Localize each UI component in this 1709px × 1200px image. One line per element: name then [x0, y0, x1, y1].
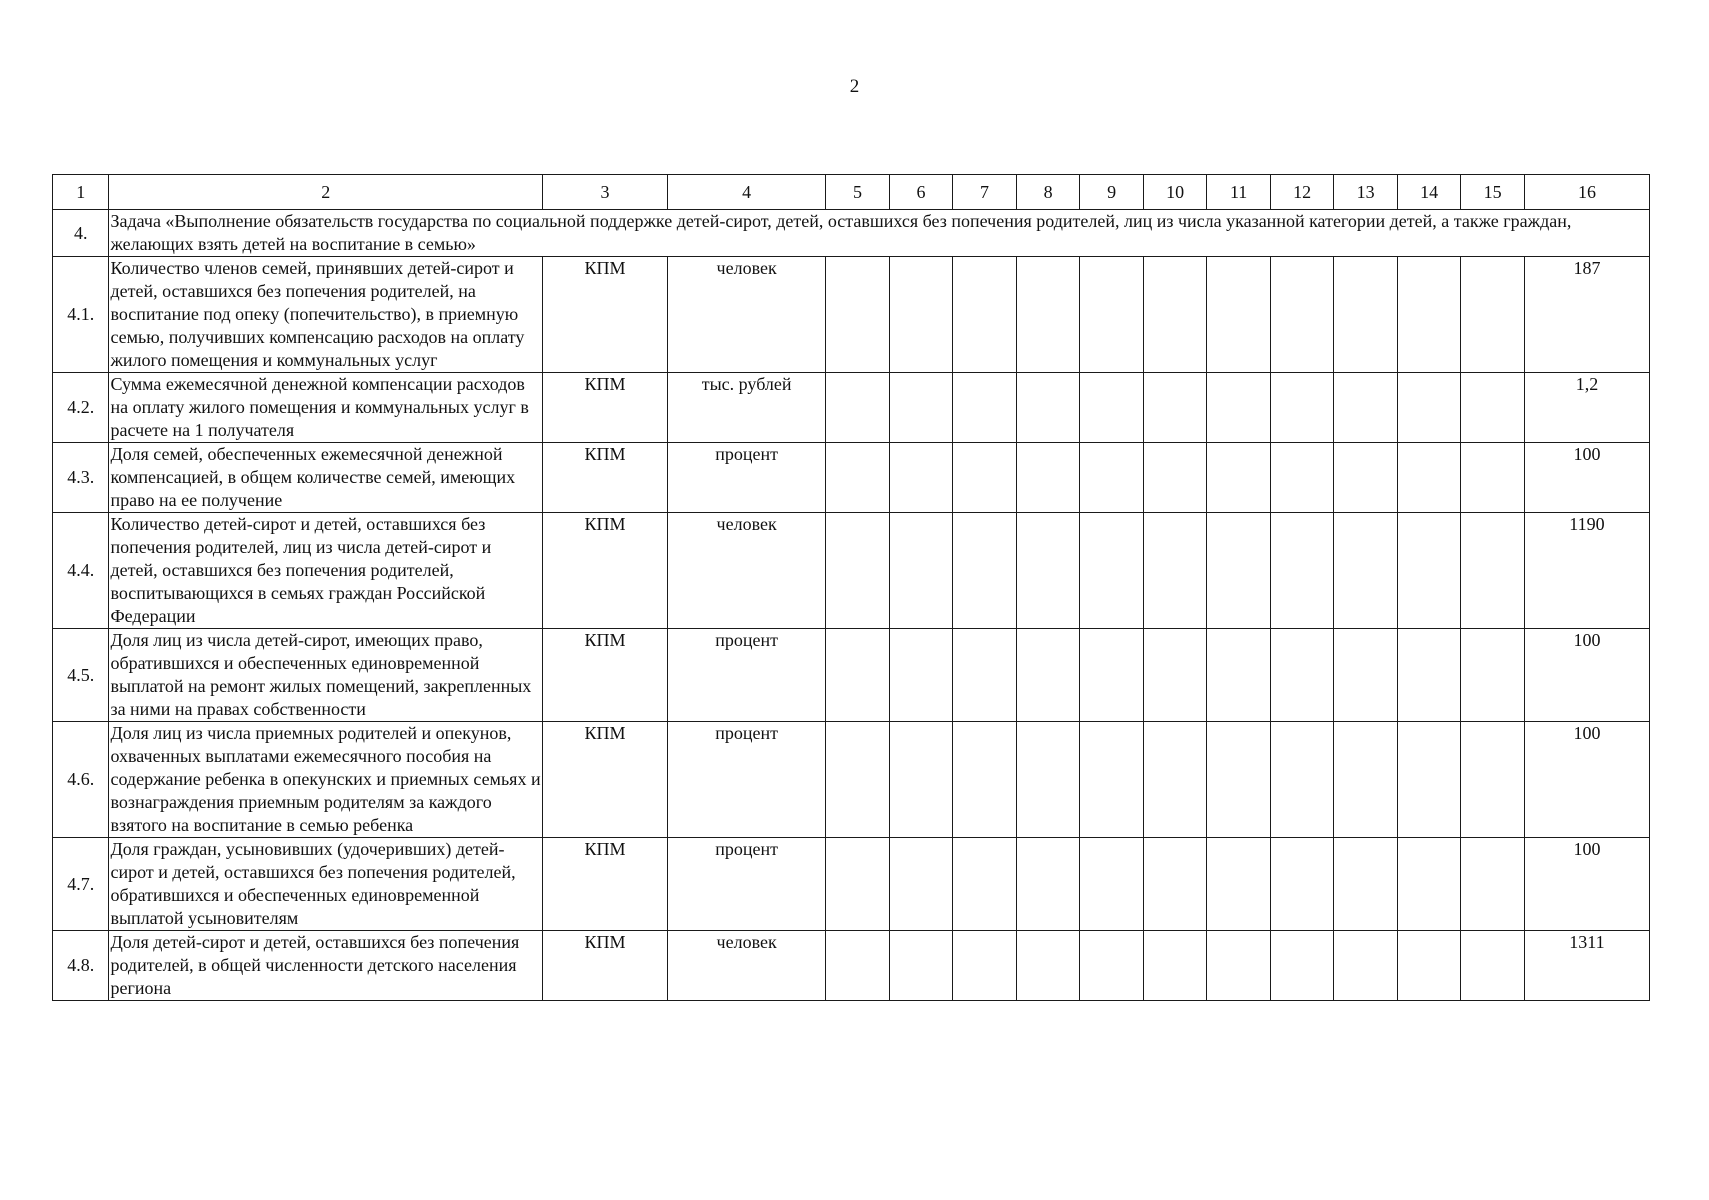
row-number: 4.3.: [53, 443, 109, 513]
empty-cell: [1397, 513, 1461, 629]
column-header: 12: [1270, 175, 1334, 210]
empty-cell: [1016, 257, 1080, 373]
empty-cell: [826, 443, 890, 513]
empty-cell: [1334, 443, 1398, 513]
row-number: 4.6.: [53, 722, 109, 838]
empty-cell: [826, 373, 890, 443]
empty-cell: [1143, 722, 1207, 838]
empty-cell: [1080, 373, 1144, 443]
indicator-value: 100: [1524, 838, 1649, 931]
indicator-unit: человек: [667, 257, 825, 373]
empty-cell: [1270, 443, 1334, 513]
empty-cell: [1461, 629, 1525, 722]
indicator-value: 1311: [1524, 931, 1649, 1001]
empty-cell: [826, 513, 890, 629]
empty-cell: [1397, 931, 1461, 1001]
column-header: 11: [1207, 175, 1271, 210]
empty-cell: [1207, 838, 1271, 931]
indicator-unit: процент: [667, 838, 825, 931]
empty-cell: [1461, 443, 1525, 513]
empty-cell: [1397, 722, 1461, 838]
page-number: 2: [849, 76, 860, 97]
indicator-value: 187: [1524, 257, 1649, 373]
table-row: [53, 373, 1650, 443]
table-row: [53, 513, 1650, 629]
empty-cell: [1207, 722, 1271, 838]
table-row: [53, 257, 1650, 373]
empty-cell: [1334, 722, 1398, 838]
indicator-source: КПМ: [542, 373, 667, 443]
empty-cell: [826, 931, 890, 1001]
indicator-source: КПМ: [542, 443, 667, 513]
column-header: 10: [1143, 175, 1207, 210]
row-number: 4.5.: [53, 629, 109, 722]
empty-cell: [1397, 629, 1461, 722]
empty-cell: [1143, 443, 1207, 513]
empty-cell: [826, 257, 890, 373]
empty-cell: [1461, 373, 1525, 443]
indicators-table: [52, 174, 1650, 1001]
empty-cell: [889, 838, 953, 931]
column-header: 8: [1016, 175, 1080, 210]
empty-cell: [1207, 443, 1271, 513]
indicator-unit: человек: [667, 931, 825, 1001]
empty-cell: [1461, 513, 1525, 629]
empty-cell: [1270, 513, 1334, 629]
empty-cell: [953, 629, 1017, 722]
empty-cell: [1334, 931, 1398, 1001]
indicator-name: Доля детей-сирот и детей, оставшихся без попечения родителей, в общей численности детского населения региона: [109, 931, 543, 1001]
empty-cell: [1270, 373, 1334, 443]
column-header: 3: [542, 175, 667, 210]
column-header: 13: [1334, 175, 1398, 210]
column-header: 2: [109, 175, 543, 210]
empty-cell: [1334, 513, 1398, 629]
indicator-source: КПМ: [542, 257, 667, 373]
task-number: 4.: [53, 210, 109, 257]
table-row: [53, 443, 1650, 513]
empty-cell: [889, 722, 953, 838]
empty-cell: [1016, 373, 1080, 443]
empty-cell: [1461, 838, 1525, 931]
indicator-source: КПМ: [542, 838, 667, 931]
column-header: 15: [1461, 175, 1525, 210]
empty-cell: [1207, 931, 1271, 1001]
empty-cell: [1080, 443, 1144, 513]
empty-cell: [1080, 931, 1144, 1001]
row-number: 4.1.: [53, 257, 109, 373]
indicator-name: Количество членов семей, принявших детей-сирот и детей, оставшихся без попечения родителей, на воспитание под опеку (попечительство), в приемную семью, получивших компенсацию расходов на оплату жилого помещения и коммунальных услуг: [109, 257, 543, 373]
empty-cell: [1080, 257, 1144, 373]
empty-cell: [1270, 838, 1334, 931]
empty-cell: [1143, 629, 1207, 722]
empty-cell: [889, 629, 953, 722]
empty-cell: [1080, 629, 1144, 722]
indicator-value: 100: [1524, 722, 1649, 838]
empty-cell: [1461, 931, 1525, 1001]
indicator-unit: процент: [667, 443, 825, 513]
table-row: [53, 931, 1650, 1001]
task-text: Задача «Выполнение обязательств государства по социальной поддержке детей-сирот, детей, оставшихся без попечения родителей, лиц из числа указанной категории детей, а также граждан, желающих взять детей на воспитание в семью»: [109, 210, 1650, 257]
empty-cell: [1016, 722, 1080, 838]
empty-cell: [826, 722, 890, 838]
empty-cell: [953, 513, 1017, 629]
empty-cell: [1207, 513, 1271, 629]
empty-cell: [1334, 838, 1398, 931]
table-row: [53, 629, 1650, 722]
empty-cell: [1397, 443, 1461, 513]
column-number-row: [53, 175, 1650, 210]
indicator-name: Доля граждан, усыновивших (удочеривших) детей-сирот и детей, оставшихся без попечения родителей, обратившихся и обеспеченных единовременной выплатой усыновителям: [109, 838, 543, 931]
indicator-unit: процент: [667, 722, 825, 838]
indicator-value: 1190: [1524, 513, 1649, 629]
empty-cell: [953, 722, 1017, 838]
row-number: 4.7.: [53, 838, 109, 931]
empty-cell: [1270, 931, 1334, 1001]
empty-cell: [826, 629, 890, 722]
empty-cell: [1016, 513, 1080, 629]
indicator-source: КПМ: [542, 629, 667, 722]
empty-cell: [953, 838, 1017, 931]
empty-cell: [889, 443, 953, 513]
empty-cell: [826, 838, 890, 931]
empty-cell: [1334, 257, 1398, 373]
empty-cell: [1270, 257, 1334, 373]
empty-cell: [889, 373, 953, 443]
empty-cell: [1270, 629, 1334, 722]
empty-cell: [953, 373, 1017, 443]
column-header: 6: [889, 175, 953, 210]
empty-cell: [1270, 722, 1334, 838]
empty-cell: [1334, 373, 1398, 443]
empty-cell: [889, 257, 953, 373]
indicator-source: КПМ: [542, 931, 667, 1001]
empty-cell: [1397, 373, 1461, 443]
empty-cell: [1207, 257, 1271, 373]
empty-cell: [1016, 838, 1080, 931]
empty-cell: [1016, 443, 1080, 513]
indicator-name: Доля лиц из числа детей-сирот, имеющих право, обратившихся и обеспеченных единовременной выплатой на ремонт жилых помещений, закрепленных за ними на правах собственности: [109, 629, 543, 722]
table-row: [53, 838, 1650, 931]
indicator-source: КПМ: [542, 513, 667, 629]
empty-cell: [1143, 373, 1207, 443]
column-header: 5: [826, 175, 890, 210]
row-number: 4.8.: [53, 931, 109, 1001]
empty-cell: [1143, 513, 1207, 629]
task-row: [53, 210, 1650, 257]
column-header: 9: [1080, 175, 1144, 210]
empty-cell: [1207, 373, 1271, 443]
indicator-name: Доля лиц из числа приемных родителей и опекунов, охваченных выплатами ежемесячного пособия на содержание ребенка в опекунских и приемных семьях и вознаграждения приемным родителям за каждого взятого на воспитание в семью ребенка: [109, 722, 543, 838]
row-number: 4.4.: [53, 513, 109, 629]
empty-cell: [953, 443, 1017, 513]
empty-cell: [889, 931, 953, 1001]
empty-cell: [953, 257, 1017, 373]
empty-cell: [1080, 722, 1144, 838]
empty-cell: [1397, 838, 1461, 931]
indicator-value: 100: [1524, 629, 1649, 722]
column-header: 7: [953, 175, 1017, 210]
empty-cell: [1080, 838, 1144, 931]
indicator-unit: человек: [667, 513, 825, 629]
empty-cell: [1143, 257, 1207, 373]
empty-cell: [1080, 513, 1144, 629]
empty-cell: [1397, 257, 1461, 373]
table-row: [53, 722, 1650, 838]
empty-cell: [1016, 629, 1080, 722]
column-header: 4: [667, 175, 825, 210]
empty-cell: [953, 931, 1017, 1001]
empty-cell: [889, 513, 953, 629]
empty-cell: [1016, 931, 1080, 1001]
empty-cell: [1461, 722, 1525, 838]
column-header: 1: [53, 175, 109, 210]
empty-cell: [1461, 257, 1525, 373]
indicator-unit: процент: [667, 629, 825, 722]
column-header: 16: [1524, 175, 1649, 210]
indicator-value: 1,2: [1524, 373, 1649, 443]
empty-cell: [1143, 838, 1207, 931]
indicator-source: КПМ: [542, 722, 667, 838]
indicator-name: Доля семей, обеспеченных ежемесячной денежной компенсацией, в общем количестве семей, имеющих право на ее получение: [109, 443, 543, 513]
indicator-unit: тыс. рублей: [667, 373, 825, 443]
empty-cell: [1334, 629, 1398, 722]
column-header: 14: [1397, 175, 1461, 210]
row-number: 4.2.: [53, 373, 109, 443]
empty-cell: [1143, 931, 1207, 1001]
indicator-name: Сумма ежемесячной денежной компенсации расходов на оплату жилого помещения и коммунальных услуг в расчете на 1 получателя: [109, 373, 543, 443]
indicator-value: 100: [1524, 443, 1649, 513]
indicator-name: Количество детей-сирот и детей, оставшихся без попечения родителей, лиц из числа детей-сирот и детей, оставшихся без попечения родителей, воспитывающихся в семьях граждан Российской Федерации: [109, 513, 543, 629]
empty-cell: [1207, 629, 1271, 722]
